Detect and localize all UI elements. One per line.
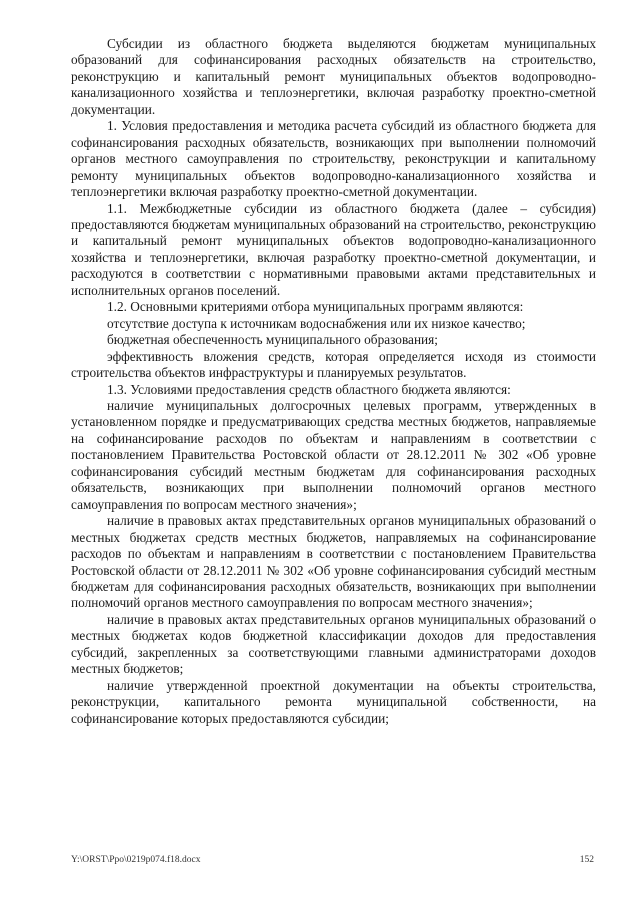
paragraph: 1.2. Основными критериями отбора муниципальных программ являются: <box>107 299 524 315</box>
paragraph: 1.1. Межбюджетные субсидии из областного бюджета (далее – субсидия) предоставляются бюджетам муниципальных образований на строительство, реконструкцию и капитальный ремонт муниципальных объектов водопроводно-канализационного хозяйства и теплоэнергетики, включая разработку проектно-сметной документации, и расходуются в соответствии с нормативными правовыми актами представительных и исполнительных органов поселений. <box>71 200 596 298</box>
paragraph: Субсидии из областного бюджета выделяются бюджетам муниципальных образований для софинансирования расходных обязательств на строительство, реконструкцию и капитальный ремонт муниципальных объектов водопроводно-канализационного хозяйства и теплоэнергетики, включая разработку проектно-сметной документации. <box>71 36 596 117</box>
paragraph: бюджетная обеспеченность муниципального образования; <box>107 332 438 348</box>
paragraph: наличие в правовых актах представительных органов муниципальных образований о местных бюджетах средств местных бюджетов, направляемых на софинансирование расходов по объектам и направлениям в соответствии с постановлением Правительства Ростовской области от 28.12.2011 № 302 «Об уровне софинансирования субсидий местным бюджетам для софинансирования расходных обязательств, возникающих при выполнении полномочий органов местного самоуправления по вопросам местного значения»; <box>71 513 596 611</box>
paragraph: наличие утвержденной проектной документации на объекты строительства, реконструкции, капитального ремонта муниципальной собственности, на софинансирование которых предоставляются субсидии; <box>71 677 596 726</box>
paragraph: эффективность вложения средств, которая определяется исходя из стоимости строительства объектов инфраструктуры и планируемых результатов. <box>71 348 596 381</box>
paragraph: наличие муниципальных долгосрочных целевых программ, утвержденных в установленном порядке и предусматривающих средства местных бюджетов, направляемые на софинансирование расходов по объектам и направлениям в соответствии с постановлением Правительства Ростовской области от 28.12.2011 № 302 «Об уровне софинансирования субсидий местным бюджетам для софинансирования расходных обязательств, возникающих при выполнении полномочий органов местного самоуправления по вопросам местного значения»; <box>71 397 596 512</box>
paragraph: наличие в правовых актах представительных органов муниципальных образований о местных бюджетах кодов бюджетной классификации доходов для предоставления субсидий, закрепленных за соответствующими главными администраторами доходов местных бюджетов; <box>71 611 596 677</box>
paragraph: 1. Условия предоставления и методика расчета субсидий из областного бюджета для софинансирования расходных обязательств, возникающих при выполнении полномочий органов местного самоуправления по строительству, реконструкции и капитальному ремонту муниципальных объектов водопроводно-канализационного хозяйства и теплоэнергетики включая разработку проектно-сметной документации. <box>71 118 596 200</box>
paragraph: 1.3. Условиями предоставления средств областного бюджета являются: <box>107 381 511 397</box>
paragraph: отсутствие доступа к источникам водоснабжения или их низкое качество; <box>107 315 526 331</box>
page-number: 152 <box>579 855 594 865</box>
file-path: Y:\ORST\Ppo\0219p074.f18.docx <box>71 855 201 865</box>
document-body <box>71 36 596 727</box>
